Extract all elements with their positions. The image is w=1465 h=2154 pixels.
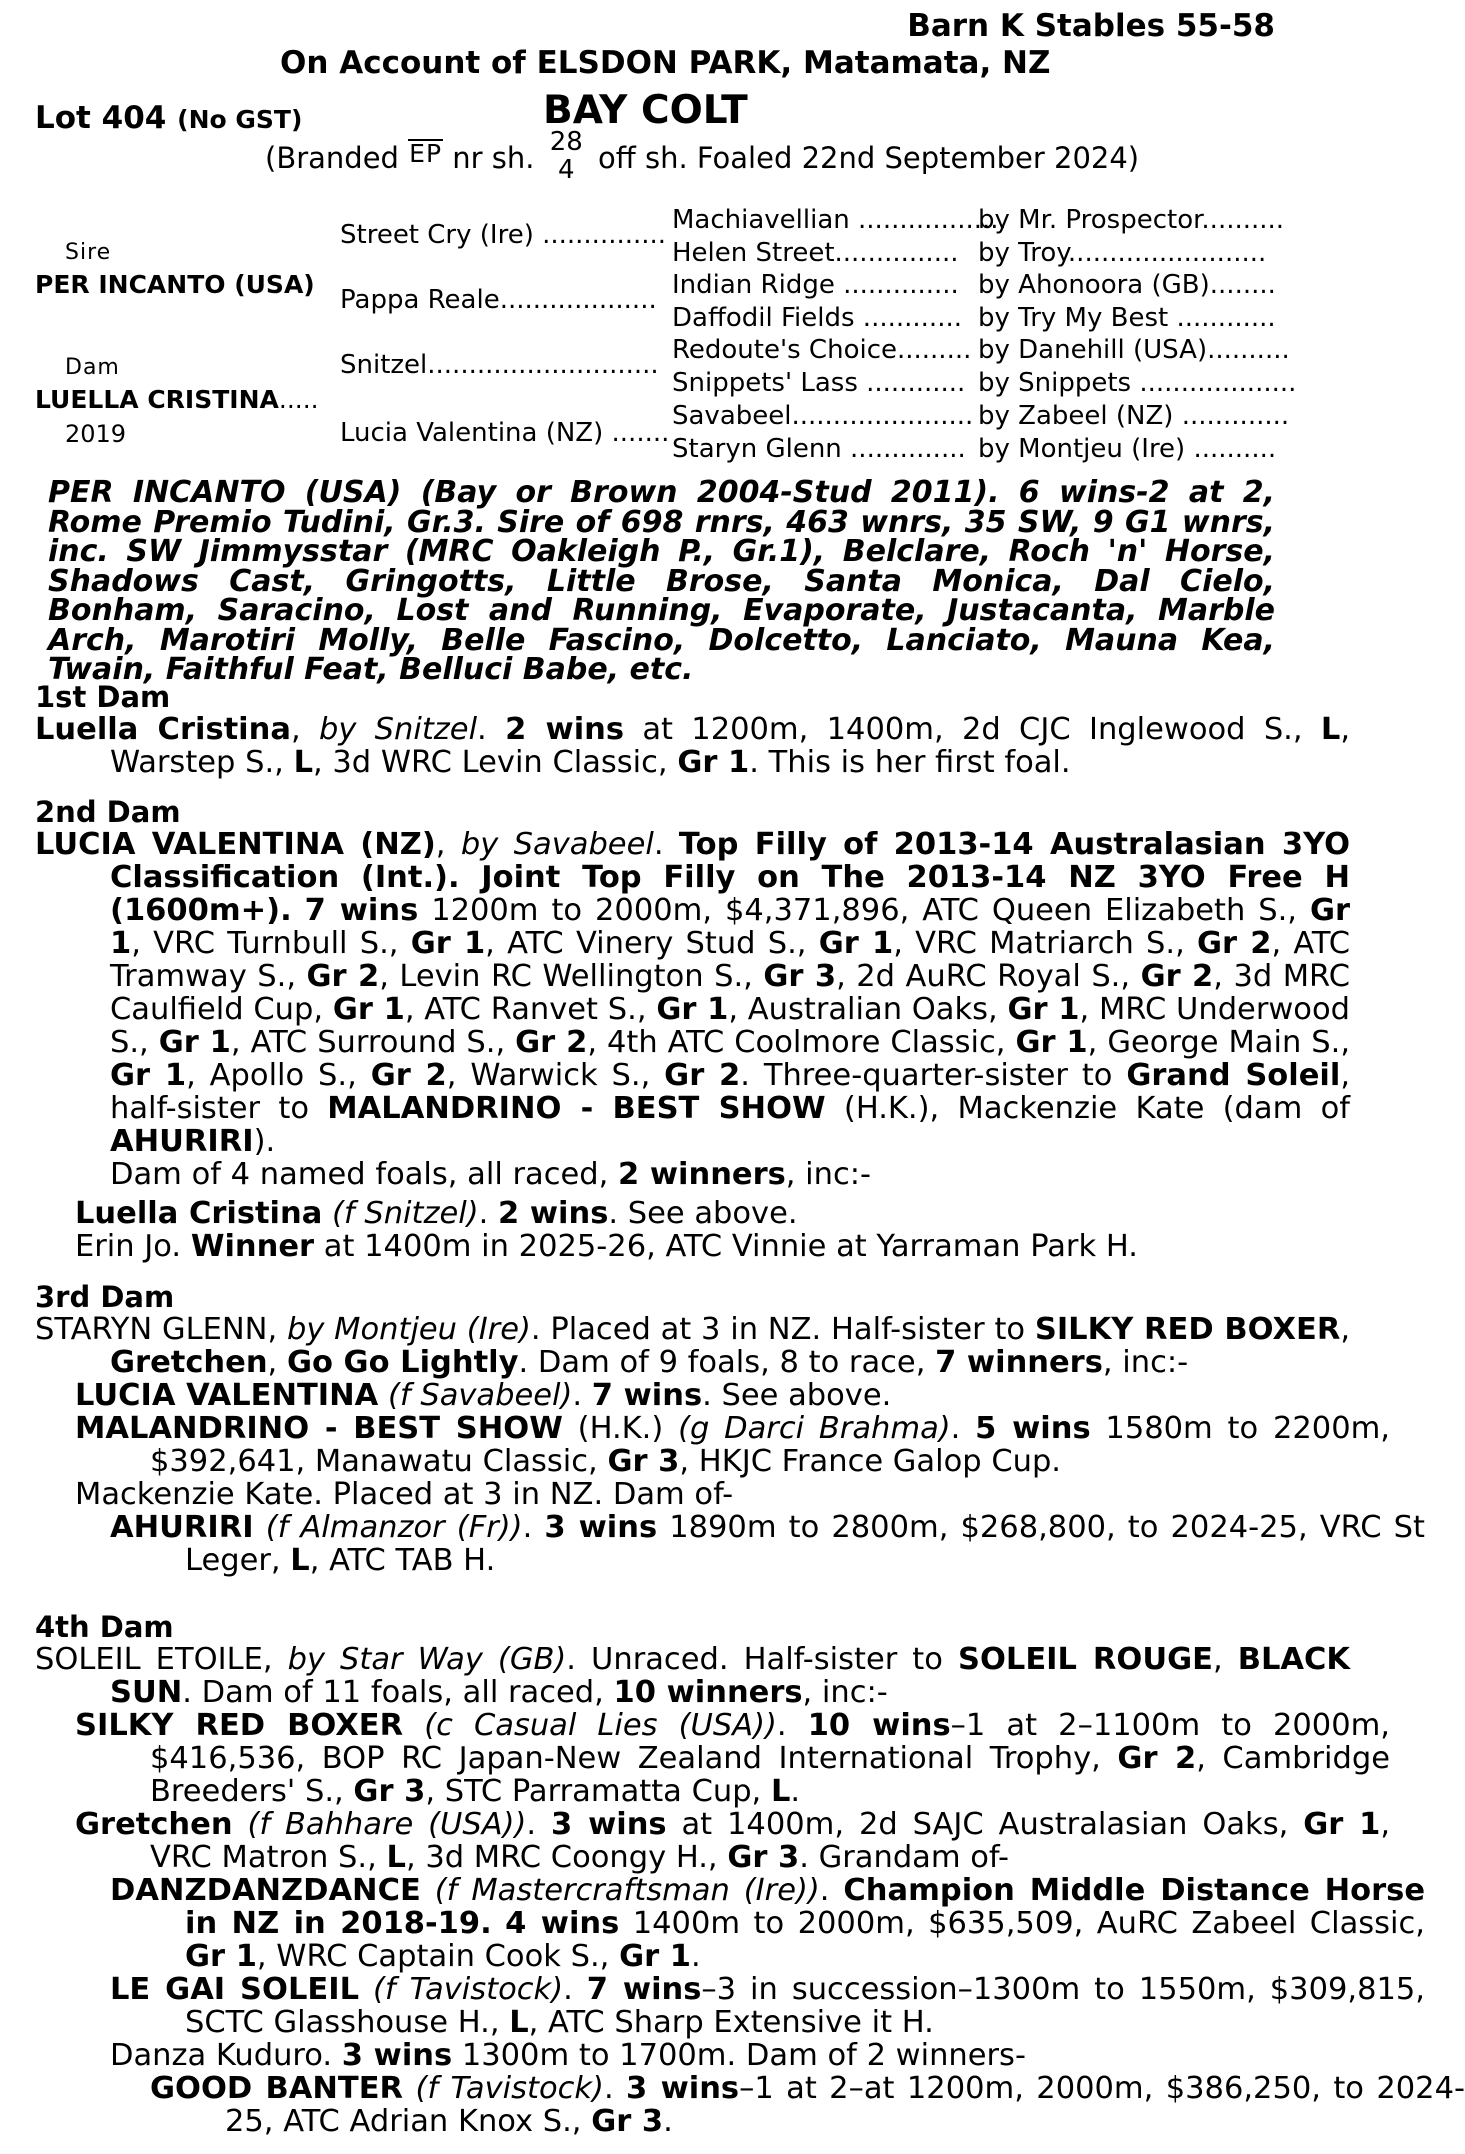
foal-text: 1580m to 2200m, $392,641, Manawatu Classic, [150, 1411, 1390, 1479]
section-3rd-dam: 3rd Dam [35, 1280, 175, 1314]
dam2-text: , 2d AuRC Royal S., [836, 959, 1141, 994]
foal-text: , Cambridge Breeders' S., [150, 1741, 1390, 1809]
brand-line [265, 128, 1139, 184]
dam1-text: at 1200m, 1400m, 2d CJC Inglewood S., [624, 712, 1321, 747]
foal-group: Gr 3 [591, 2104, 664, 2139]
foal-listed: L [509, 2005, 529, 2040]
foal-name: Luella Cristina [75, 1196, 323, 1231]
dam2-text: , half-sister to [110, 1058, 1351, 1126]
foal-wins: 5 wins [975, 1411, 1091, 1446]
dam2-text: , 4th ATC Coolmore Classic, [587, 1025, 1016, 1060]
dam-name-line [35, 385, 319, 414]
foal-text: –1 at 2–1100m to 2000m, $416,536, BOP RC Japan-New Zealand International Trophy, [150, 1708, 1391, 1776]
dam3-sibling: Gretchen [110, 1345, 268, 1380]
brand-mark: EP [409, 139, 443, 168]
brand-prefix: (Branded [265, 141, 399, 175]
foal-listed: L [386, 1840, 406, 1875]
fourth-dam-entry: SOLEIL ETOILE, by Star Way (GB). Unraced. Half-sister to SOLEIL ROUGE, BLACK SUN. Dam of 11 foals, all raced, 10 winners, inc:- [35, 1642, 1351, 1710]
foal-sire: (g Darci Brahma) [678, 1411, 951, 1446]
dam2-group: Gr 2 [515, 1025, 588, 1060]
foal-text: , ATC Sharp Extensive it H. [528, 2005, 934, 2040]
dam2-text: , VRC Turnbull S., [131, 926, 411, 961]
dam3-sibling: Go Go Lightly [286, 1345, 519, 1380]
grandparent-4: Lucia Valentina (NZ) ....... [340, 418, 670, 448]
first-dam-entry: Luella Cristina, by Snitzel. 2 wins at 1200m, 1400m, 2d CJC Inglewood S., L, Warstep S., L, 3d WRC Levin Classic, Gr 1. This is her first foal. [35, 712, 1351, 780]
ggp-2-sire: by Troy........................ [978, 238, 1267, 268]
barn-stables: Barn K Stables 55-58 [907, 8, 1275, 44]
foal-text: . Grandam of- [799, 1840, 1010, 1875]
dam2-winners: 2 winners [618, 1157, 786, 1192]
dam2-sister: Grand Soleil [1126, 1058, 1341, 1093]
dam2-sister: MALANDRINO - BEST SHOW [327, 1091, 826, 1126]
foal-wins: Winner [190, 1229, 315, 1264]
dam3-winners: 7 winners [935, 1345, 1103, 1380]
foal-text: –3 in succession–1300m to 1550m, $309,815, SCTC Glasshouse H., [185, 1972, 1425, 2040]
dam4-foal-2: Gretchen (f Bahhare (USA)). 3 wins at 1400m, 2d SAJC Australasian Oaks, Gr 1, VRC Matron S., L, 3d MRC Coongy H., Gr 3. Grandam of- [75, 1807, 1391, 1875]
dam3-foal-1: LUCIA VALENTINA (f Savabeel). 7 wins. See above. [75, 1378, 892, 1413]
dam2-group: Gr 1 [818, 926, 894, 961]
dam3-text: . Placed at 3 in NZ. Half-sister to [530, 1312, 1035, 1347]
foal-group: Gr 1 [1303, 1807, 1381, 1842]
foal-text: at 1400m, 2d SAJC Australasian Oaks, [666, 1807, 1304, 1842]
grandparent-3: Snitzel............................ [340, 350, 659, 380]
ggp-3: Indian Ridge .............. [672, 270, 959, 300]
foal-group: Gr 2 [1117, 1741, 1197, 1776]
foal-text: . [663, 2104, 673, 2139]
foal-text: . See above. [702, 1378, 892, 1413]
foal-name: LE GAI SOLEIL [110, 1972, 360, 2007]
foal-text: , STC Parramatta Cup, [425, 1774, 771, 1809]
foal-text: . [790, 1774, 801, 1809]
ggp-8: Staryn Glenn .............. [672, 434, 966, 464]
sire-name: PER INCANTO (USA) [35, 270, 315, 299]
foal-name: Danza Kuduro. [110, 2038, 342, 2073]
foal-sire: (f Mastercraftsman (Ire)) [434, 1873, 820, 1908]
dam2-group: Gr 2 [306, 959, 380, 994]
foal-wins: 10 wins [807, 1708, 951, 1743]
ggp-3-sire: by Ahonoora (GB)........ [978, 270, 1276, 300]
brand-number [550, 128, 583, 184]
foal-group: Gr 1 [619, 1939, 691, 1974]
dam3-foal-2: MALANDRINO - BEST SHOW (H.K.) (g Darci Brahma). 5 wins 1580m to 2200m, $392,641, Manawatu Classic, Gr 3, HKJC France Galop Cup. [75, 1411, 1390, 1479]
dam2-sister: AHURIRI [110, 1124, 254, 1159]
dam2-group: Gr 2 [1140, 959, 1214, 994]
gst-note: (No GST) [177, 105, 303, 134]
dam2-text: , ATC Tramway S., [110, 926, 1351, 994]
dam2-group: Gr 1 [1015, 1025, 1088, 1060]
ggp-7: Savabeel...................... [672, 401, 974, 431]
dam2-text: , ATC Vinery Stud S., [485, 926, 819, 961]
foal-sire: (f Bahhare (USA)) [247, 1807, 527, 1842]
foal-text: , HKJC France Galop Cup. [679, 1444, 1061, 1479]
foal-wins: 3 wins [341, 2038, 453, 2073]
section-2nd-dam: 2nd Dam [35, 795, 181, 829]
dam2-text: 1200m to 2000m, $4,371,896, ATC Queen Elizabeth S., [418, 893, 1310, 928]
dam4-text: . Dam of 11 foals, all raced, [182, 1675, 614, 1710]
foal-wins: 7 wins [591, 1378, 703, 1413]
ggp-7-sire: by Zabeel (NZ) ............. [978, 401, 1290, 431]
dam2-group: Gr 1 [158, 1025, 231, 1060]
foal-group: Gr 3 [727, 1840, 800, 1875]
foal-name: MALANDRINO - BEST SHOW [75, 1411, 563, 1446]
foal-name: AHURIRI [110, 1510, 254, 1545]
dam1-text: . This is her first foal. [749, 745, 1071, 780]
dam2-group: Gr 2 [664, 1058, 741, 1093]
dam1-text: , Warstep S., [110, 712, 1351, 780]
second-dam-entry: LUCIA VALENTINA (NZ), by Savabeel. Top Filly of 2013-14 Australasian 3YO Classification (Int.). Joint Top Filly on The 2013-14 NZ 3YO Free H (1600m+). 7 wins 1200m to 2000m, $4,371,896, ATC Queen Elizabeth S., Gr 1, VRC Turnbull S., Gr 1, ATC Vinery Stud S., Gr 1, VRC Matriarch S., Gr 2, ATC Tramway S., Gr 2, Levin RC Wellington S., Gr 3, 2d AuRC Royal S., Gr 2, 3d MRC Caulfield Cup, Gr 1, ATC Ranvet S., Gr 1, Australian Oaks, Gr 1, MRC Underwood S., Gr 1, ATC Surround S., Gr 2, 4th ATC Coolmore Classic, Gr 1, George Main S., Gr 1, Apollo S., Gr 2, Warwick S., Gr 2. Three-quarter-sister to Grand Soleil, half-sister to MALANDRINO - BEST SHOW (H.K.), Mackenzie Kate (dam of AHURIRI). Dam of 4 named foals, all raced, 2 winners, inc:- [35, 827, 1351, 1192]
foal-sire: (f Almanzor (Fr)) [265, 1510, 523, 1545]
dam2-text: , Warwick S., [446, 1058, 665, 1093]
foal-text: . See above. [608, 1196, 798, 1231]
section-4th-dam: 4th Dam [35, 1610, 174, 1644]
dam2-group: Gr 3 [763, 959, 837, 994]
foal-text: . [690, 1939, 701, 1974]
vendor-account: On Account of ELSDON PARK, Matamata, NZ [280, 45, 1051, 81]
dam2-group: Gr 1 [410, 926, 486, 961]
foal-text: 1400m to 2000m, $635,509, AuRC Zabeel Classic, [619, 1906, 1425, 1941]
dam3-text: . Dam of 9 foals, 8 to race, [518, 1345, 936, 1380]
dam2-produce: Dam of 4 named foals, all raced, [110, 1157, 619, 1192]
foal-listed: L [770, 1774, 791, 1809]
foal-text: –1 at 2–at 1200m, 2000m, $386,250, to 2024-25, ATC Adrian Knox S., [225, 2071, 1465, 2139]
sire-summary: PER INCANTO (USA) (Bay or Brown 2004-Stud 2011). 6 wins-2 at 2, Rome Premio Tudini, Gr.3. Sire of 698 rnrs, 463 wnrs, 35 SW, 9 G1 wnrs, inc. SW Jimmysstar (MRC Oakleigh P., Gr.1), Belclare, Roch 'n' Horse, Shadows Cast, Gringotts, Little Brose, Santa Monica, Dal Cielo, Bonham, Saracino, Lost and Running, Evaporate, Justacanta, Marble Arch, Marotiri Molly, Belle Fascino, Dolcetto, Lanciato, Mauna Kea, Twain, Faithful Feat, Belluci Babe, etc. [48, 475, 1275, 687]
dam2-foal-2 [35, 1230, 1390, 1263]
dam1-text: , 3d WRC Levin Classic, [313, 745, 678, 780]
dam3-sire: by Montjeu (Ire) [286, 1312, 531, 1347]
section-1st-dam: 1st Dam [35, 680, 171, 714]
dam4-grandfoal-3 [35, 2039, 1425, 2072]
dam2-text: , George Main S., [1087, 1025, 1351, 1060]
foal-group: Gr 1 [185, 1939, 257, 1974]
dam2-foal-1: Luella Cristina (f Snitzel). 2 wins. See above. [75, 1196, 798, 1231]
dam-label: Dam [65, 355, 120, 380]
ggp-8-sire: by Montjeu (Ire) .......... [978, 434, 1277, 464]
ggp-4: Daffodil Fields ............ [672, 303, 962, 333]
sire-label: Sire [65, 240, 112, 265]
foal-listed: L [290, 1543, 310, 1578]
foal-name: LUCIA VALENTINA [75, 1378, 379, 1413]
dam-dots: ..... [278, 385, 319, 414]
foal-text: 1890m to 2800m, $268,800, to 2024-25, VRC St Leger, [185, 1510, 1426, 1578]
foal-wins: 4 wins [505, 1906, 620, 1941]
dam1-wins: 2 wins [505, 712, 625, 747]
ggp-4-sire: by Try My Best ............ [978, 303, 1276, 333]
third-dam-entry: STARYN GLENN, by Montjeu (Ire). Placed at 3 in NZ. Half-sister to SILKY RED BOXER, Gretchen, Go Go Lightly. Dam of 9 foals, 8 to race, 7 winners, inc:- [35, 1312, 1351, 1380]
dam2-group: Gr 1 [110, 1058, 187, 1093]
dam1-name: Luella Cristina [35, 712, 291, 747]
dam2-name: LUCIA VALENTINA (NZ) [35, 827, 436, 862]
dam1-listed: L [293, 745, 313, 780]
dam2-text: , Apollo S., [186, 1058, 371, 1093]
foal-sire: (f Savabeel) [388, 1378, 573, 1413]
dam4-grandfoal-2: LE GAI SOLEIL (f Tavistock). 7 wins–3 in succession–1300m to 1550m, $309,815, SCTC Glasshouse H., L, ATC Sharp Extensive it H. [110, 1972, 1425, 2040]
foal-text: , VRC Matron S., [150, 1807, 1391, 1875]
dam2-group: Gr 2 [370, 1058, 447, 1093]
foal-name: Gretchen [75, 1807, 233, 1842]
dam4-sibling: SOLEIL ROUGE [957, 1642, 1213, 1677]
dam-name: LUELLA CRISTINA [35, 385, 279, 414]
foal-group: Gr 3 [353, 1774, 426, 1809]
foal-wins: 3 wins [544, 1510, 658, 1545]
brand-number-bottom: 4 [557, 155, 575, 185]
foal-name: Erin Jo. [75, 1229, 191, 1264]
lot-label: Lot 404 [35, 100, 167, 136]
foal-wins: 7 wins [586, 1972, 702, 2007]
dam4-winners: 10 winners [613, 1675, 803, 1710]
ggp-2: Helen Street............... [672, 238, 959, 268]
dam4-text: . Unraced. Half-sister to [566, 1642, 958, 1677]
dam2-text: , Australian Oaks, [728, 992, 1008, 1027]
dam1-sire: by Snitzel [318, 712, 478, 747]
dam2-text: . Three-quarter-sister to [740, 1058, 1127, 1093]
dam2-text: ). [253, 1124, 276, 1159]
dam2-sire: by Savabeel [460, 827, 654, 862]
dam3-text: , [1340, 1312, 1351, 1347]
dam3-text: , [267, 1345, 287, 1380]
brand-number-top: 28 [549, 127, 583, 157]
dam2-text: , ATC Surround S., [230, 1025, 516, 1060]
foal-wins: 3 wins [551, 1807, 667, 1842]
foal-sire: (c Casual Lies (USA)) [424, 1708, 777, 1743]
dam2-text: , MRC Underwood S., [110, 992, 1350, 1060]
dam4-sire: by Star Way (GB) [287, 1642, 567, 1677]
foal-sire: (f Snitzel) [332, 1196, 479, 1231]
dam3-text: , inc:- [1102, 1345, 1189, 1380]
ggp-5: Redoute's Choice......... [672, 335, 972, 365]
foal-name: DANZDANZDANCE [110, 1873, 421, 1908]
dam2-group: Gr 1 [1007, 992, 1080, 1027]
dam2-honours: Top Filly of 2013-14 Australasian 3YO Classification (Int.). Joint Top Filly on The 2013-14 NZ 3YO Free H (1600m+). [110, 827, 1351, 928]
dam4-foal-1: SILKY RED BOXER (c Casual Lies (USA)). 10 wins–1 at 2–1100m to 2000m, $416,536, BOP RC Japan-New Zealand International Trophy, Gr 2, Cambridge Breeders' S., Gr 3, STC Parramatta Cup, L. [75, 1708, 1391, 1809]
horse-title: BAY COLT [543, 88, 748, 133]
ggp-5-sire: by Danehill (USA).......... [978, 335, 1290, 365]
dam2-wins: 7 wins [304, 893, 419, 928]
dam-year: 2019 [65, 420, 127, 448]
foal-wins: 2 wins [498, 1196, 609, 1231]
dam4-great-grandfoal-1: GOOD BANTER (f Tavistock). 3 wins–1 at 2–at 1200m, 2000m, $386,250, to 2024-25, ATC Adrian Knox S., Gr 3. [150, 2071, 1465, 2139]
dam2-group: Gr 1 [110, 893, 1351, 961]
ggp-1-sire: by Mr. Prospector.......... [978, 205, 1285, 235]
dam2-text: , ATC Ranvet S., [404, 992, 657, 1027]
foal-text: , 3d MRC Coongy H., [405, 1840, 728, 1875]
ggp-6: Snippets' Lass ............ [672, 368, 966, 398]
lot-number [35, 100, 302, 136]
dam2-group: Gr 1 [332, 992, 405, 1027]
dam1-listed: L [1320, 712, 1341, 747]
brand-mid: nr sh. [452, 141, 535, 175]
dam2-text: (H.K.), Mackenzie Kate (dam of [825, 1091, 1350, 1126]
dam3-grandfoal-1: AHURIRI (f Almanzor (Fr)). 3 wins 1890m to 2800m, $268,800, to 2024-25, VRC St Leger, L, ATC TAB H. [110, 1510, 1426, 1578]
foal-text: , WRC Captain Cook S., [256, 1939, 620, 1974]
dam1-group: Gr 1 [677, 745, 750, 780]
foal-name: GOOD BANTER [150, 2071, 404, 2106]
foal-name: SILKY RED BOXER [75, 1708, 404, 1743]
ggp-6-sire: by Snippets ................... [978, 368, 1297, 398]
foal-sire: (f Tavistock) [415, 2071, 604, 2106]
grandparent-2: Pappa Reale................... [340, 285, 657, 315]
foal-text: (H.K.) [562, 1411, 679, 1446]
brand-suffix: off sh. Foaled 22nd September 2024) [598, 141, 1140, 175]
dam2-produce: , inc:- [785, 1157, 872, 1192]
dam2-text: , Levin RC Wellington S., [379, 959, 764, 994]
dam4-grandfoal-1: DANZDANZDANCE (f Mastercraftsman (Ire)). Champion Middle Distance Horse in NZ in 2018-19. 4 wins 1400m to 2000m, $635,509, AuRC Zabeel Classic, Gr 1, WRC Captain Cook S., Gr 1. [110, 1873, 1425, 1974]
dam4-text: , inc:- [802, 1675, 888, 1710]
foal-sire: (f Tavistock) [373, 1972, 564, 2007]
grandparent-1: Street Cry (Ire) ............... [340, 220, 667, 250]
dam2-group: Gr 2 [1197, 926, 1272, 961]
foal-text: at 1400m in 2025-26, ATC Vinnie at Yarraman Park H. [314, 1229, 1138, 1264]
foal-text: , ATC TAB H. [309, 1543, 496, 1578]
ggp-1: Machiavellian .................. [672, 205, 1007, 235]
dam2-group: Gr 1 [656, 992, 729, 1027]
dam4-sibling: BLACK SUN [110, 1642, 1351, 1710]
foal-group: Gr 3 [607, 1444, 680, 1479]
dam4-name: SOLEIL ETOILE [35, 1642, 263, 1677]
foal-text: 1300m to 1700m. Dam of 2 winners- [452, 2038, 1026, 2073]
dam2-text: , 3d MRC Caulfield Cup, [110, 959, 1350, 1027]
foal-wins: 3 wins [626, 2071, 740, 2106]
dam3-sibling: SILKY RED BOXER [1034, 1312, 1341, 1347]
dam3-foal-3: Mackenzie Kate. Placed at 3 in NZ. Dam of- [75, 1477, 734, 1512]
dam3-name: STARYN GLENN [35, 1312, 268, 1347]
dam4-text: , [1212, 1642, 1238, 1677]
dam2-text: , VRC Matriarch S., [893, 926, 1197, 961]
foal-honours: Champion Middle Distance Horse in NZ in 2018-19. [185, 1873, 1425, 1941]
